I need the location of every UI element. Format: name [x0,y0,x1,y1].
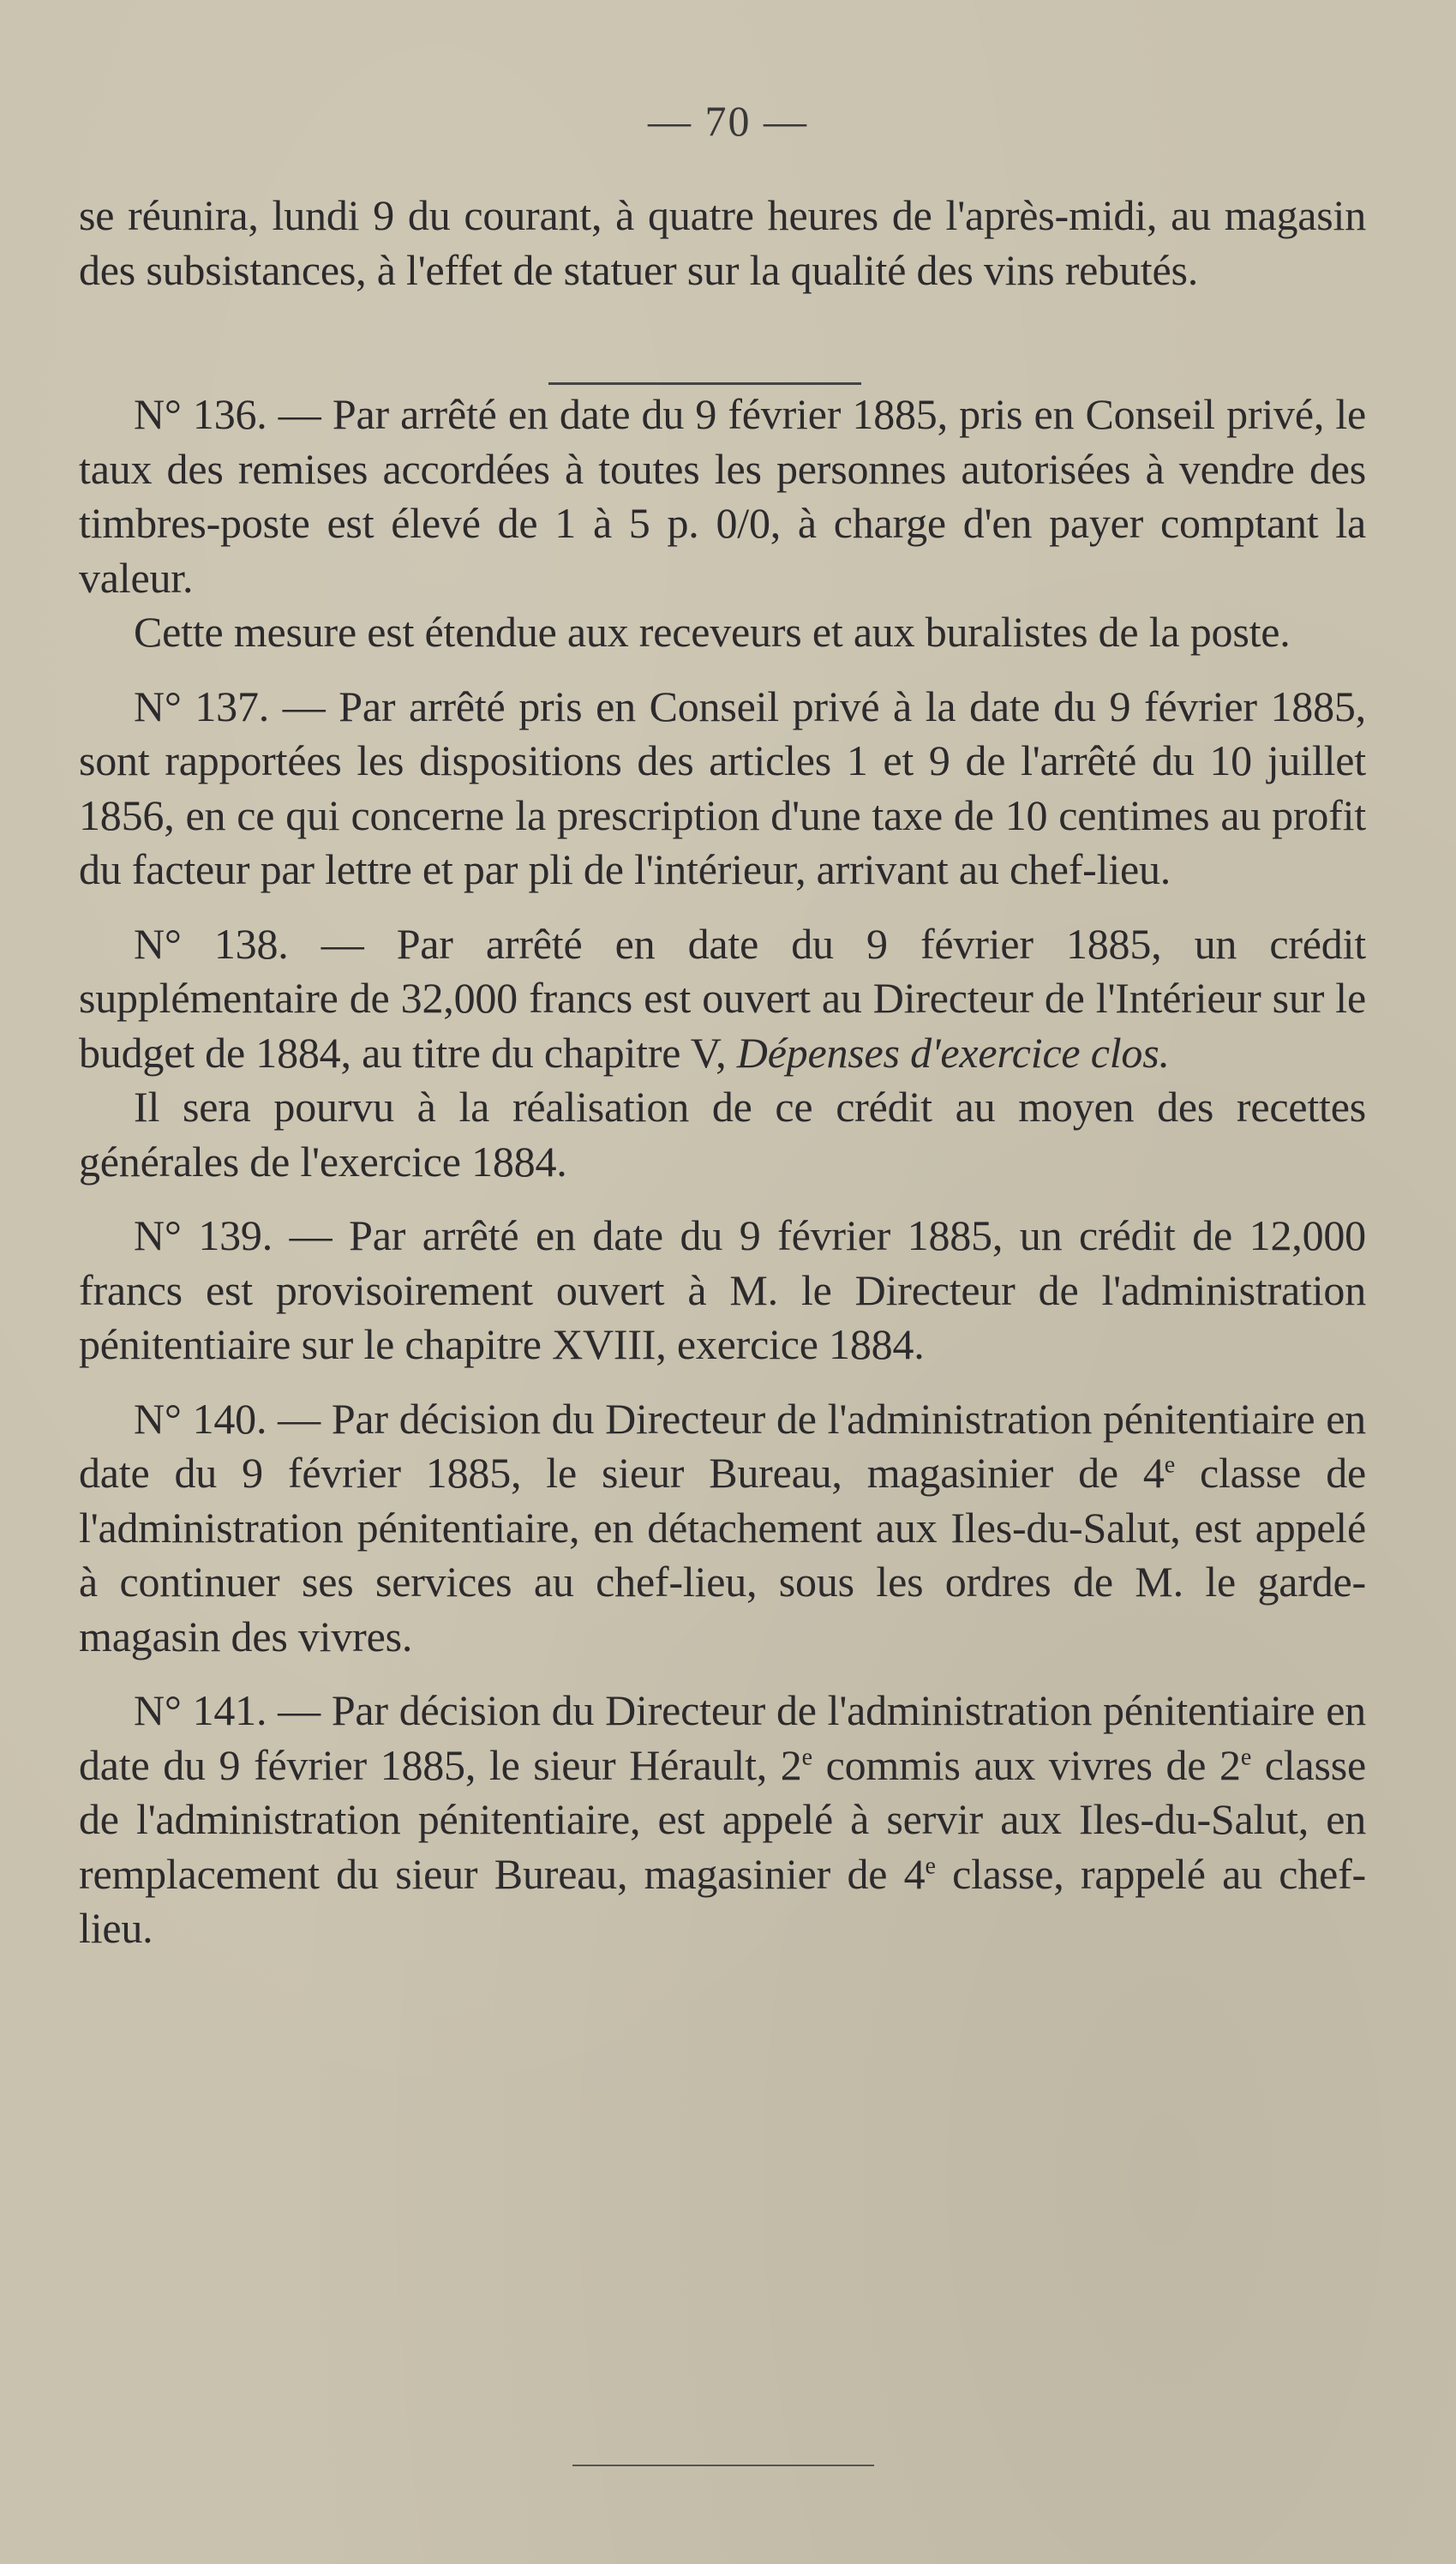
entry-138-italic: Dépenses d'exercice clos. [736,1028,1170,1077]
entry-141-number: N° 141. — [134,1686,321,1734]
section-divider-bottom [572,2465,874,2466]
entry-139 [79,1209,1366,1372]
entry-141-sup-b: e [1240,1743,1252,1770]
intro-paragraph: se réunira, lundi 9 du courant, à quatre heures de l'après-midi, au magasin des subsistances, à l'effet de statuer sur la qualité des vins rebutés. [79,191,1366,294]
entry-137 [79,680,1366,898]
entry-138-continuation: Il sera pourvu à la réalisation de ce crédit au moyen des recettes générales de l'exercice 1884. [79,1083,1366,1186]
entry-138 [79,917,1366,1081]
entry-136-number: N° 136. — [134,390,321,438]
entry-137-text: Par arrêté pris en Conseil privé à la date du 9 février 1885, sont rapportées les dispositions des articles 1 et 9 de l'arrêté du 10 juillet 1856, en ce qui concerne la prescription d'une taxe de 10 centimes au profit du facteur par lettre et par pli de l'intérieur, arrivant au chef-lieu. [79,682,1366,893]
entry-137-number: N° 137. — [134,682,326,730]
text-column [79,189,1366,1956]
entry-140-text-a: Par décision du Directeur de l'administration pénitentiaire en date du 9 février 1885, le sieur Bureau, magasinier de 4 [79,1394,1366,1497]
entry-136-continuation: Cette mesure est étendue aux receveurs et aux buralistes de la poste. [134,608,1291,656]
entry-141-text-d: classe, rappelé au chef-lieu. [79,1849,1366,1952]
entry-139-text: Par arrêté en date du 9 février 1885, un crédit de 12,000 francs est provisoirement ouvert à M. le Directeur de l'administration pénitentiaire sur le chapitre XVIII, exercice 1884. [79,1211,1366,1368]
entry-141-text-c: classe de l'administration pénitentiaire, est appelé à servir aux Iles-du-Salut, en remplacement du sieur Bureau, magasinier de 4 [79,1740,1366,1898]
entry-141 [79,1684,1366,1956]
entry-136-text: Par arrêté en date du 9 février 1885, pris en Conseil privé, le taux des remises accordées à toutes les personnes autorisées à vendre des timbres-poste est élevé de 1 à 5 p. 0/0, à charge d'en payer comptant la valeur. [79,390,1367,602]
entry-141-text-a: Par décision du Directeur de l'administration pénitentiaire en date du 9 février 1885, le sieur Hérault, 2 [79,1686,1366,1789]
entry-141-text-b: commis aux vivres de 2 [812,1740,1241,1789]
entry-139-number: N° 139. — [134,1211,333,1259]
entry-140-sup-a: e [1164,1451,1175,1479]
entry-140-number: N° 140. — [134,1394,321,1443]
section-divider-top [548,382,861,385]
entry-141-sup-c: e [925,1852,936,1879]
page-number: — 70 — [648,97,808,145]
entry-138-text: Par arrêté en date du 9 février 1885, un crédit supplémentaire de 32,000 francs est ouvert au Directeur de l'Intérieur sur le budget de 1884, au titre du chapitre V, [79,919,1366,1077]
entry-136 [79,387,1366,605]
entry-141-sup-a: e [801,1743,812,1770]
entry-138-number: N° 138. — [134,919,364,968]
entry-140 [79,1392,1366,1665]
entry-140-text-b: classe de l'administration pénitentiaire, en détachement aux Iles-du-Salut, est appelé à continuer ses services au chef-lieu, sous les ordres de M. le garde-magasin des vivres. [79,1449,1366,1660]
